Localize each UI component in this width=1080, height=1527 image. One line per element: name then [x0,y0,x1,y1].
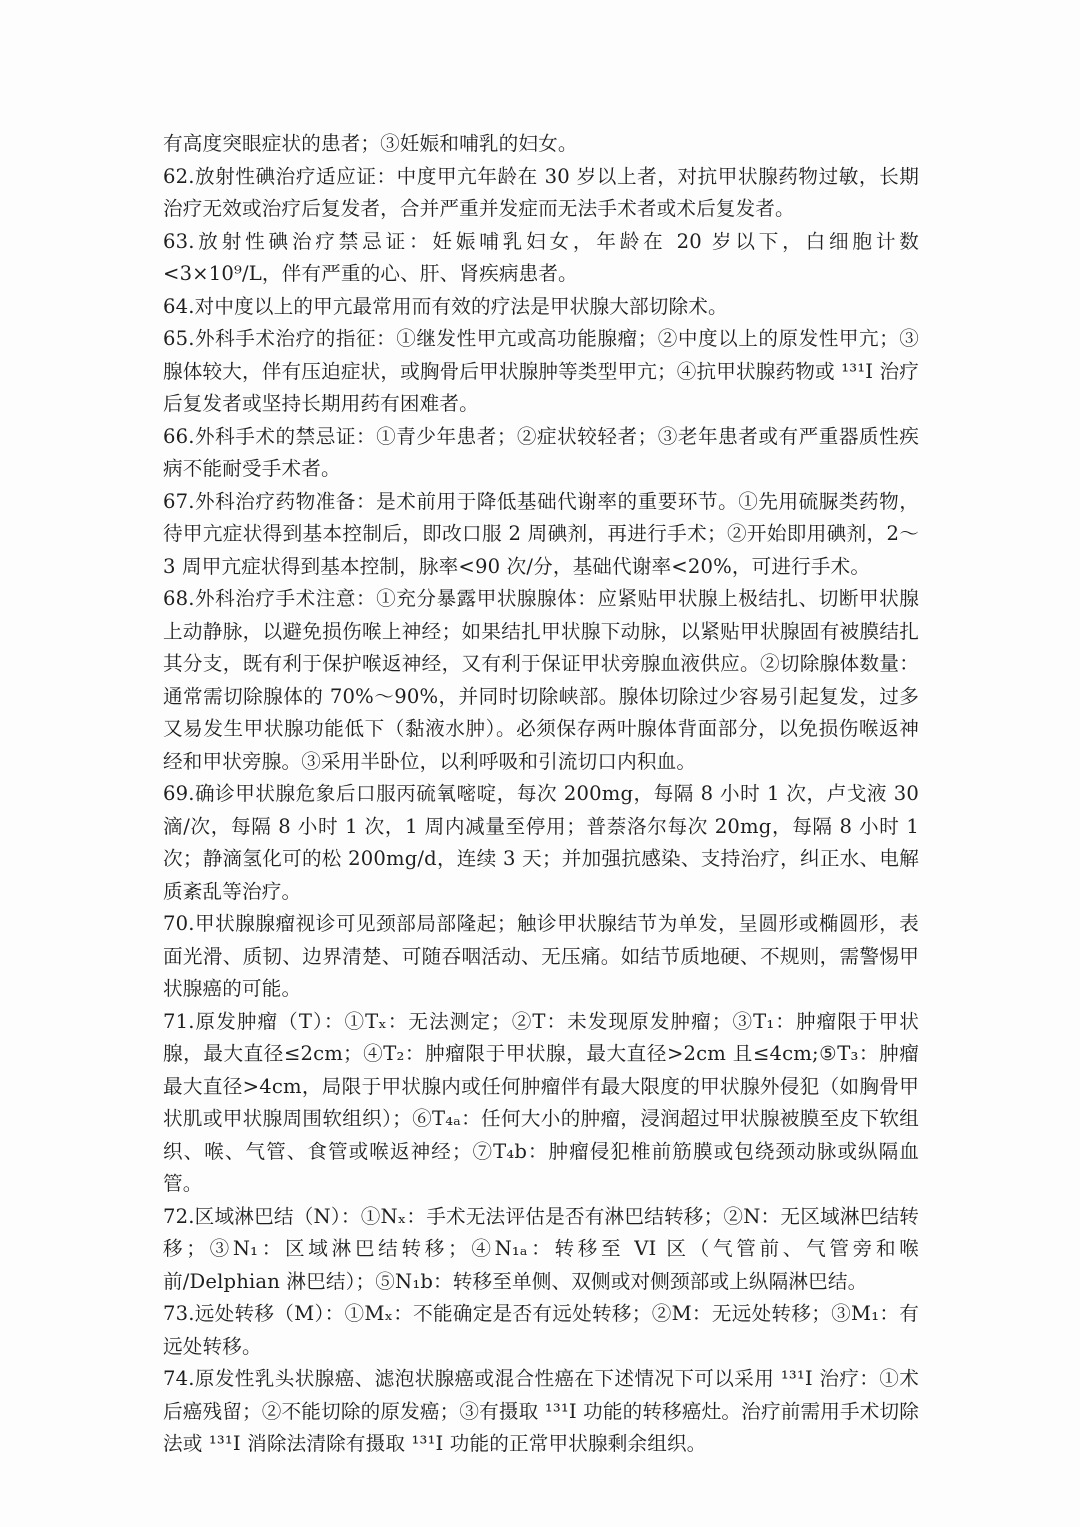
paragraph-66: 66.外科手术的禁忌证：①青少年患者；②症状较轻者；③老年患者或有严重器质性疾病不能耐受手术者。 [163,424,919,480]
paragraph-62: 62.放射性碘治疗适应证：中度甲亢年龄在 30 岁以上者，对抗甲状腺药物过敏，长期治疗无效或治疗后复发者，合并严重并发症而无法手术者或术后复发者。 [163,164,919,220]
paragraph-61-continued: 有高度突眼症状的患者；③妊娠和哺乳的妇女。 [163,132,578,155]
paragraph-73: 73.远处转移（M）：①Mₓ：不能确定是否有远处转移；②M：无远处转移；③M₁：有远处转移。 [163,1302,919,1358]
paragraph-69: 69.确诊甲状腺危象后口服丙硫氧嘧啶，每次 200mg，每隔 8 小时 1 次，卢戈液 30 滴/次，每隔 8 小时 1 次，1 周内减量至停用；普萘洛尔每次 20mg，每隔 8 小时 1 次；静滴氢化可的松 200mg/d，连续 3 天；并加强抗感染、支持治疗，纠正水、电解质紊乱等治疗。 [163,782,919,903]
document-body [163,128,919,1461]
paragraph-65: 65.外科手术治疗的指征：①继发性甲亢或高功能腺瘤；②中度以上的原发性甲亢；③腺体较大，伴有压迫症状，或胸骨后甲状腺肿等类型甲亢；④抗甲状腺药物或 ¹³¹I 治疗后复发者或坚持长期用药有困难者。 [163,327,919,415]
paragraph-64: 64.对中度以上的甲亢最常用而有效的疗法是甲状腺大部切除术。 [163,294,728,318]
paragraph-68: 68.外科治疗手术注意：①充分暴露甲状腺腺体：应紧贴甲状腺上极结扎、切断甲状腺上动静脉，以避免损伤喉上神经；如果结扎甲状腺下动脉，以紧贴甲状腺固有被膜结扎其分支，既有利于保护喉返神经，又有利于保证甲状旁腺血液供应。②切除腺体数量：通常需切除腺体的 70%～90%，并同时切除峡部。腺体切除过少容易引起复发，过多又易发生甲状腺功能低下（黏液水肿）。必须保存两叶腺体背面部分，以免损伤喉返神经和甲状旁腺。③采用半卧位，以利呼吸和引流切口内积血。 [163,587,919,773]
paragraph-74: 74.原发性乳头状腺癌、滤泡状腺癌或混合性癌在下述情况下可以采用 ¹³¹I 治疗：①术后癌残留；②不能切除的原发癌；③有摄取 ¹³¹I 功能的转移癌灶。治疗前需用手术切除法或 ¹³¹I 消除法清除有摄取 ¹³¹I 功能的正常甲状腺剩余组织。 [163,1367,919,1455]
paragraph-70: 70.甲状腺腺瘤视诊可见颈部局部隆起；触诊甲状腺结节为单发，呈圆形或椭圆形，表面光滑、质韧、边界清楚、可随吞咽活动、无压痛。如结节质地硬、不规则，需警惕甲状腺癌的可能。 [163,912,919,1000]
paragraph-63: 63.放射性碘治疗禁忌证：妊娠哺乳妇女，年龄在 20 岁以下，白细胞计数<3×10⁹/L，伴有严重的心、肝、肾疾病患者。 [163,229,919,285]
paragraph-72: 72.区域淋巴结（N）：①Nₓ：手术无法评估是否有淋巴结转移；②N：无区域淋巴结转移；③N₁：区域淋巴结转移；④N₁ₐ：转移至 VI 区（气管前、气管旁和喉前/Delphian 淋巴结）；⑤N₁b：转移至单侧、双侧或对侧颈部或上纵隔淋巴结。 [163,1204,919,1293]
paragraph-71: 71.原发肿瘤（T）：①Tₓ：无法测定；②T：未发现原发肿瘤；③T₁：肿瘤限于甲状腺，最大直径≤2cm；④T₂：肿瘤限于甲状腺，最大直径>2cm 且≤4cm;⑤T₃：肿瘤最大直径>4cm，局限于甲状腺内或任何肿瘤伴有最大限度的甲状腺外侵犯（如胸骨甲状肌或甲状腺周围软组织）；⑥T₄ₐ：任何大小的肿瘤，浸润超过甲状腺被膜至皮下软组织、喉、气管、食管或喉返神经；⑦T₄b：肿瘤侵犯椎前筋膜或包绕颈动脉或纵隔血管。 [163,1009,919,1195]
paragraph-67: 67.外科治疗药物准备：是术前用于降低基础代谢率的重要环节。①先用硫脲类药物，待甲亢症状得到基本控制后，即改口服 2 周碘剂，再进行手术；②开始即用碘剂，2～3 周甲亢症状得到基本控制，脉率<90 次/分，基础代谢率<20%，可进行手术。 [163,489,919,578]
